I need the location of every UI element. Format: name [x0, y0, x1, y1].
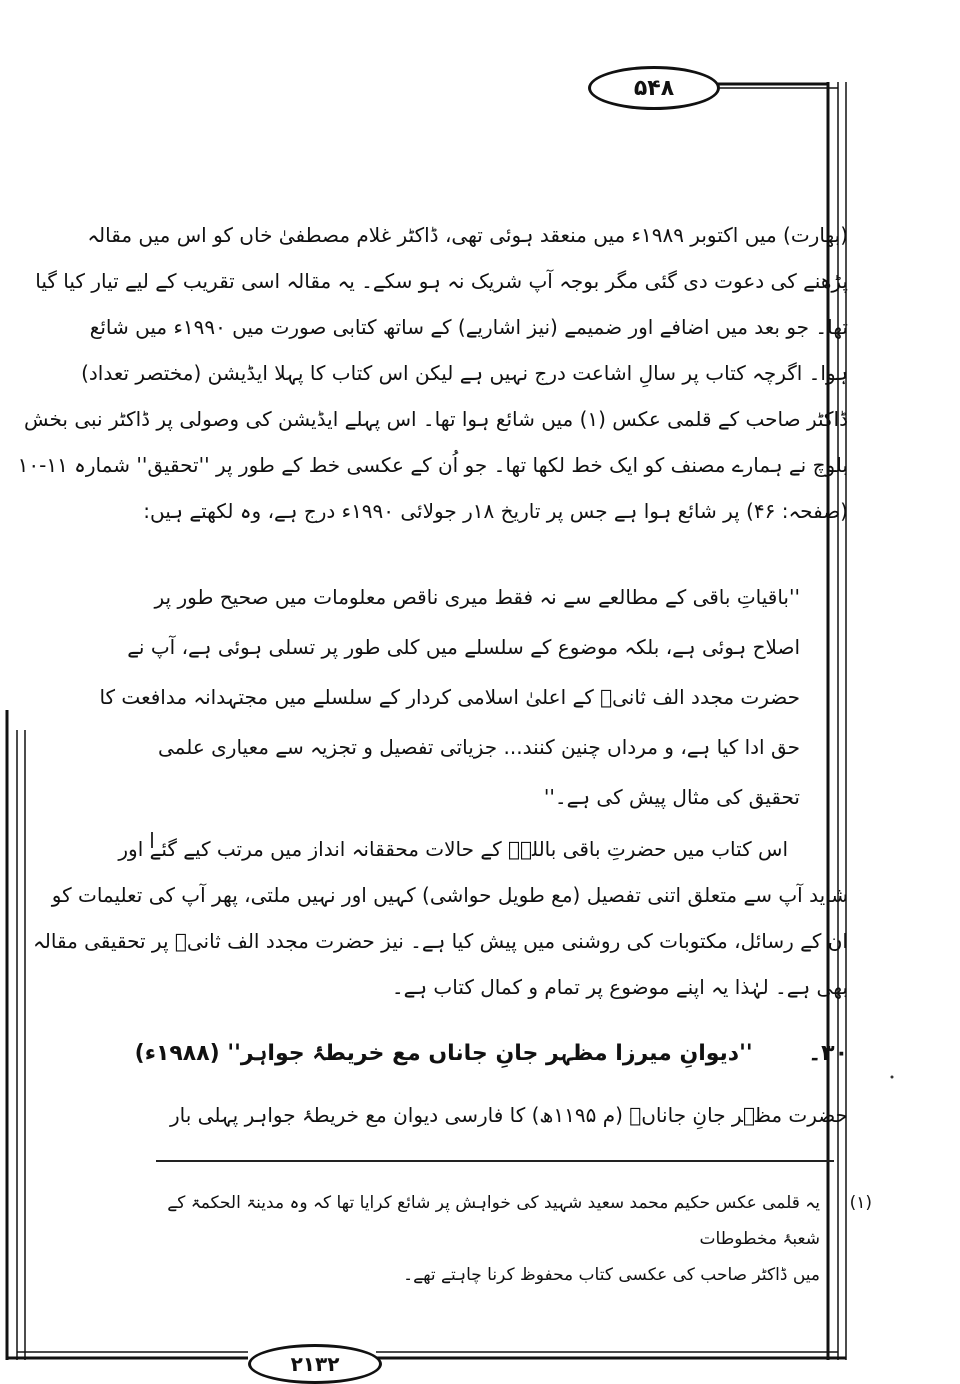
quote-line: تحقیق کی مثال پیش کی ہے۔'' — [543, 785, 800, 809]
paragraph-line: ہوا۔ اگرچہ کتاب پر سالِ اشاعت درج نہیں ہے لیکن اس کتاب کا پہلا ایڈیشن (مختصر تعداد) — [81, 361, 848, 385]
quotation-block — [99, 580, 800, 830]
quote-line: حضرت مجدد الف ثانیؒ کے اعلیٰ اسلامی کردار کے سلسلے میں مجتہدانہ مدافعت کا — [99, 685, 800, 709]
paragraph-line: اس کتاب میں حضرتِ باقی باللہؒ کے حالات محققانہ انداز میں مرتب کیے گئے اور — [118, 837, 788, 861]
paragraph-line: پڑھنے کی دعوت دی گئی مگر بوجہ آپ شریک نہ ہو سکے۔ یہ مقالہ اسی تقریب کے لیے تیار کیا گیا — [35, 269, 848, 293]
footnote-marker: (۱) — [849, 1193, 872, 1213]
heading-title: ''دیوانِ میرزا مظہر جانِ جاناں مع خریطۂ جواہر'' (۱۹۸۸ء) — [134, 1041, 753, 1066]
body-paragraph-3 — [170, 1098, 848, 1144]
heading-number: ۳۰۔ — [808, 1041, 848, 1066]
quote-line: حق ادا کیا ہے، و مرداں چنین کنند... جزیاتی تفصیل و تجزیہ سے معیاری علمی — [157, 735, 800, 759]
body-paragraph-1 — [18, 218, 848, 540]
footnote-line: میں ڈاکٹر صاحب کی عکسی کتاب محفوظ کرنا چاہتے تھے۔ — [403, 1265, 820, 1285]
page-number-top: ۵۴۸ — [588, 66, 720, 110]
page-number-bottom: ۲۱۳۲ — [248, 1344, 382, 1384]
paragraph-line: (بھارت) میں اکتوبر ۱۹۸۹ء میں منعقد ہوئی تھی، ڈاکٹر غلام مصطفیٰ خاں کو اس میں مقالہ — [87, 223, 848, 247]
paragraph-line: بلوچ نے ہمارے مصنف کو ایک خط لکھا تھا۔ جو اُن کے عکسی خط کے طور پر ''تحقیق'' شمارہ ۱۱-۱۰ — [17, 453, 848, 477]
body-paragraph-2 — [33, 832, 848, 1016]
paragraph-line: حضرت مظہر جانِ جاناںؒ (م ۱۱۹۵ھ) کا فارسی دیوان مع خریطۂ جواہر پہلی بار — [169, 1103, 848, 1127]
paragraph-line: بھی ہے۔ لہٰذا یہ اپنے موضوع پر تمام و کمال کتاب ہے۔ — [391, 975, 848, 999]
paragraph-line: شاید آپ سے متعلق اتنی تفصیل (مع طویل حواشی) کہیں اور نہیں ملتی، پھر آپ کی تعلیمات کو — [51, 883, 848, 907]
footnote-separator — [156, 1160, 834, 1162]
paragraph-line: ڈاکٹر صاحب کے قلمی عکس (۱) میں شائع ہوا تھا۔ اس پہلے ایڈیشن کی وصولی پر ڈاکٹر نبی بخش — [24, 407, 848, 431]
paragraph-line: تھا۔ جو بعد میں اضافے اور ضمیمے (نیز اشاریے) کے ساتھ کتابی صورت میں ۱۹۹۰ء میں شائع — [89, 315, 848, 339]
paragraph-line: ان کے رسائل، مکتوبات کی روشنی میں پیش کیا ہے۔ نیز حضرت مجدد الف ثانیؒ پر تحقیقی مقالہ — [33, 929, 848, 953]
footnote-line: یہ قلمی عکس حکیم محمد سعید شہید کی خواہش پر شائع کرایا تھا کہ وہ مدینۃ الحکمۃ کے شعبۂ مخطوطات — [167, 1193, 820, 1249]
paragraph-line: (صفحہ: ۴۶) پر شائع ہوا ہے جس پر تاریخ ۱۸ر جولائی ۱۹۹۰ء درج ہے، وہ لکھتے ہیں: — [143, 499, 848, 523]
scan-dot — [891, 1076, 894, 1079]
section-heading — [135, 1041, 848, 1066]
footnote — [140, 1185, 872, 1293]
quote-line: اصلاح ہوئی ہے، بلکہ موضوع کے سلسلے میں کلی طور پر تسلی ہوئی ہے، آپ نے — [127, 635, 800, 659]
quote-line: ''باقیاتِ باقی کے مطالعے سے نہ فقط میری ناقص معلومات میں صحیح طور پر — [154, 585, 800, 609]
